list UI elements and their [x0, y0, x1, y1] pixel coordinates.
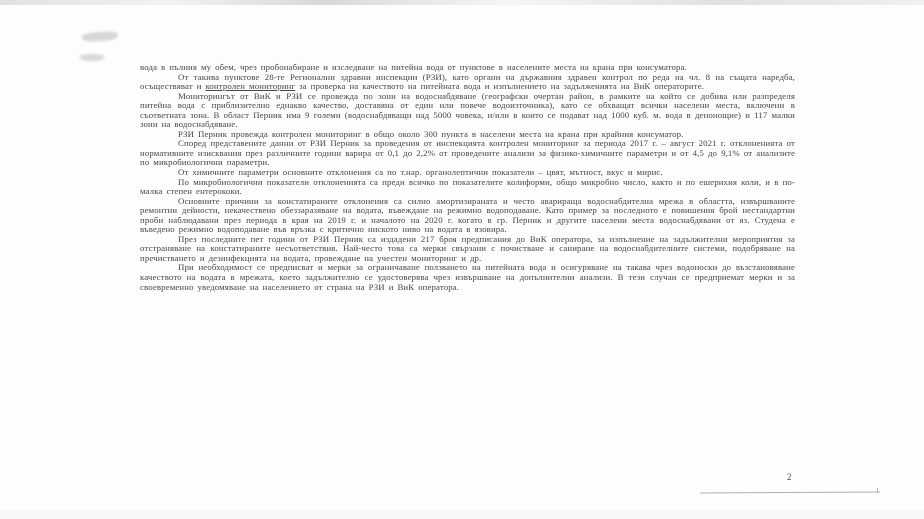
- scan-top-edge: [0, 0, 924, 5]
- paragraph: [140, 197, 795, 235]
- text-run: По микробиологични показатели отклоненията са преди всичко по показателите колиформи, общо микробно число, както и по ешерихия коли, и в по-малка степен ентерококи.: [140, 176, 795, 197]
- paragraph: [140, 73, 795, 92]
- underlined-text: контролен мониторинг: [205, 81, 296, 92]
- paragraph: [140, 92, 795, 130]
- paragraph: [140, 139, 795, 168]
- text-run: От такива пунктове 28-те Регионални здравни инспекции (РЗИ), като органи на държавния здравен контрол по реда на чл. 8 на същата наредба, осъществяват и: [140, 71, 795, 92]
- text-run: От химичните параметри основните отклонения са по т.нар. органолептични показатели – цвят, мътност, вкус и мирис.: [178, 167, 663, 178]
- page-number: 2: [787, 472, 792, 482]
- paragraph: [140, 235, 795, 264]
- document-text: [140, 63, 795, 292]
- text-run: Според представените данни от РЗИ Перник за проведения от инспекцията контролен мониторинг за периода 2017 г. – август 2021 г. отклоненията от нормативните изисквания през различните години варира от 0,1 до 2,2% от проведените анализи за физико-химичните параметри и от 4,5 до 9,1% от анализите по микробиологични параметри.: [140, 138, 795, 168]
- text-run: вода в пълния му обем, чрез пробонабиране и изследване на питейна вода от пунктове в населените места на крана при консуматора.: [140, 62, 687, 72]
- text-run: Основните причини за констатираните отклонения са силно амортизираната и често аварираща водоснабдителна мрежа в областта, извършваните ремонтни дейности, некачествено обеззаразяване на водата, въвеждане на режимно водоподаване. Като пример за последното е повишения брой нестандартни проби наблюдавани през периода в края на 2019 г. и началото на 2020 г. когато в гр. Перник и другите населени места водоснабдявани от яз. Студена е въведено режимно водоподаване във връзка с критично ниското ниво на водата в язовира.: [140, 195, 795, 235]
- paragraph: [140, 263, 795, 292]
- text-run: През последните пет години от РЗИ Перник са издадени 217 броя предписания до ВиК оператора, за изпълнение на задължителни мероприятия за отстраняване на констатираните несъответствия. Най-често това са мерки свързани с почистване и саниране на водоснабдителните системи, подобряване на пречистването и дезинфекцията на водата, провеждане на учестен мониторинг и др.: [140, 233, 795, 263]
- page-edge-shadow: [700, 492, 880, 494]
- scan-bottom-strip: [0, 510, 924, 519]
- paragraph: [140, 178, 795, 197]
- text-run: Мониторингът от ВиК и РЗИ се провежда по зони на водоснабдяване (географски очертан район, в рамките на който се добива или разпределя питейна вода с приблизително еднакво качество, доставяна от един или повече водоизточника), като се обхващат всички населени места, включени в съответната зона. В област Перник има 9 големи (водоснабдяващи над 5000 човека, и/или в които се подават над 1000 куб. м. вода в денонощие) и 117 малки зони на водоснабдяване.: [140, 90, 795, 130]
- scan-artifact-smudge: [82, 31, 119, 42]
- scan-artifact-smudge: [80, 54, 104, 61]
- text-run: При необходимост се предписват и мерки за ограничаване ползването на питейната вода и осигуряване на такава чрез водоноски до възстановяване качеството на водата в мрежата, което задължително се удостоверява чрез извършване на допълнителни анализи. В тези случаи се предприемат мерки и за своевременно уведомяване на населението от страна на РЗИ и ВиК оператора.: [140, 262, 795, 292]
- text-run: за проверка на качеството на питейната вода и изпълнението на задълженията на ВиК операторите.: [295, 81, 705, 92]
- page-edge-shadow-hook: [877, 488, 878, 493]
- text-run: РЗИ Перник провежда контролен мониторинг в общо около 300 пункта в населени места на крана при крайния консуматор.: [178, 128, 684, 139]
